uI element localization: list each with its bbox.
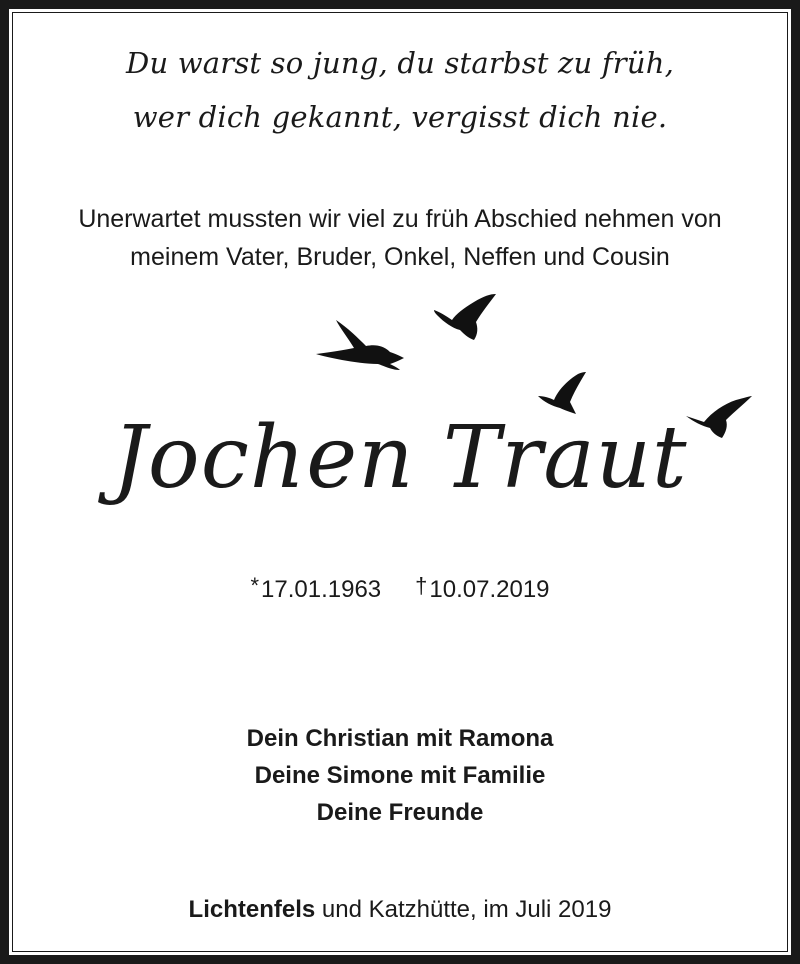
mourner-line: Dein Christian mit Ramona [246,725,554,752]
deceased-name: Jochen Traut [112,408,688,508]
life-dates [0,574,800,606]
flying-bird-icon [432,292,498,342]
mourner-line: Deine Freunde [316,799,484,826]
intro-line-2: meinem Vater, Bruder, Onkel, Neffen und Cousin [130,243,670,271]
place-and-date [0,894,800,926]
death-symbol: † [415,573,428,598]
death-date: 10.07.2019 [429,576,550,603]
intro-line-1: Unerwartet mussten wir viel zu früh Abschied nehmen von [78,205,722,233]
intro-text [0,200,800,276]
place-city: Lichtenfels [188,896,316,923]
birth-date: 17.01.1963 [261,576,382,603]
mourners-list [0,720,800,831]
motto-line-2: wer dich gekannt, vergisst dich nie. [132,100,668,134]
motto-line-1: Du warst so jung, du starbst zu früh, [126,46,674,80]
birth-symbol: * [250,573,260,598]
motto [0,36,800,144]
flying-bird-icon [314,316,406,372]
mourner-line: Deine Simone mit Familie [254,762,546,789]
place-rest: und Katzhütte, im Juli 2019 [315,896,612,923]
